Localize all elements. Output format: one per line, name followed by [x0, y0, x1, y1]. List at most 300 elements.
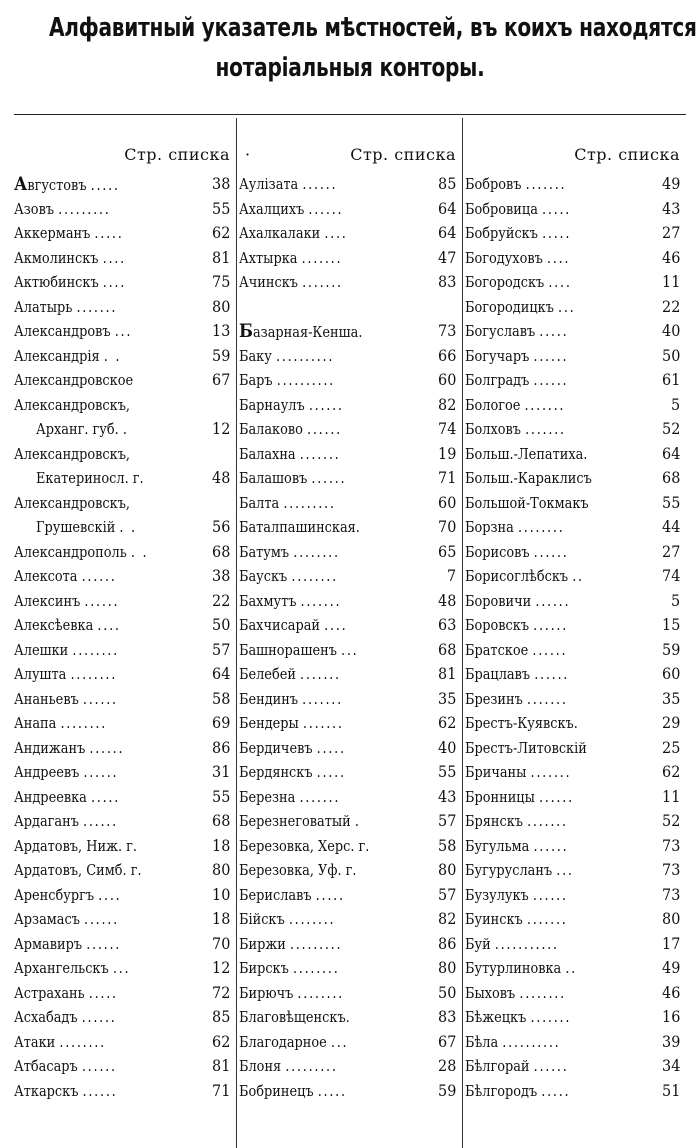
place-name-text: Бѣлгорай — [465, 1057, 530, 1075]
place-name — [14, 613, 121, 638]
index-entry — [239, 368, 462, 393]
index-entry — [239, 613, 462, 638]
index-entry — [239, 466, 462, 491]
place-name — [465, 515, 565, 540]
index-entry — [14, 956, 236, 981]
index-entry — [14, 197, 236, 222]
place-name — [465, 760, 571, 785]
column-header — [14, 138, 236, 172]
index-entry — [465, 956, 686, 981]
leader-dots: ... — [114, 322, 133, 340]
place-name-text: Блоня — [239, 1057, 282, 1075]
page-number: 55 — [211, 198, 230, 218]
leader-dots: .. — [572, 567, 584, 585]
leader-dots: ...... — [86, 934, 122, 953]
place-name-text: Батумъ — [239, 542, 290, 561]
index-entry — [465, 270, 686, 295]
leader-dots: ..... — [315, 885, 345, 904]
place-name-text: Екатериносл. г. — [36, 469, 144, 487]
place-name — [239, 197, 343, 222]
leader-dots: ....... — [301, 248, 343, 267]
page-number: 80 — [211, 860, 230, 879]
leader-dots: ....... — [300, 665, 341, 683]
place-name-text: Ардаганъ — [14, 812, 79, 830]
page-number: 74 — [661, 566, 680, 585]
index-entry — [14, 907, 236, 932]
place-name — [14, 491, 130, 516]
place-name — [239, 1054, 338, 1079]
page-number: 44 — [661, 517, 680, 536]
leader-dots: ...... — [308, 199, 344, 218]
index-entry — [239, 858, 462, 883]
leader-dots: ..... — [88, 983, 118, 1002]
index-entry — [465, 466, 686, 491]
leader-dots: . — [354, 812, 361, 830]
page-number: 82 — [437, 394, 456, 414]
place-name-text: Бѣлгородъ — [465, 1081, 538, 1100]
index-entry — [239, 907, 462, 932]
place-name — [14, 368, 133, 393]
index-entry — [465, 589, 686, 614]
place-name-text: Богодуховъ — [465, 248, 543, 267]
page-number: 43 — [661, 198, 680, 218]
index-entry — [239, 883, 462, 908]
index-entry — [465, 1079, 686, 1104]
leader-dots: ....... — [525, 420, 566, 438]
place-name — [239, 736, 346, 761]
page-number: 13 — [211, 321, 230, 340]
place-name — [239, 956, 340, 981]
place-name-text: Богородскъ — [465, 273, 545, 291]
page-number: 80 — [661, 909, 680, 928]
index-entry — [239, 1005, 462, 1030]
place-name — [465, 344, 568, 369]
place-name-text: Брестъ-Литовскій — [465, 738, 587, 757]
leader-dots: ..... — [90, 787, 121, 806]
leader-dots: ...... — [307, 420, 342, 438]
page-number: 63 — [437, 615, 456, 634]
leader-dots: ..... — [94, 224, 124, 242]
leader-dots: . . — [119, 518, 137, 536]
page-number: 70 — [211, 933, 230, 953]
leader-dots: ........ — [519, 983, 566, 1002]
index-entry — [465, 932, 686, 957]
leader-dots: ....... — [530, 1008, 572, 1026]
leader-dots: ....... — [299, 444, 341, 463]
page-number: 69 — [211, 713, 230, 732]
column-header-label: Стр. списка — [350, 145, 456, 164]
page-number: 55 — [661, 492, 680, 512]
index-entry — [465, 785, 686, 810]
place-name — [465, 368, 568, 393]
leader-dots: ......... — [285, 1057, 338, 1075]
page-number: 11 — [661, 786, 680, 806]
page-number: 64 — [211, 664, 230, 683]
page-number: 73 — [661, 860, 680, 879]
index-entry — [465, 662, 686, 687]
page-number: 80 — [211, 296, 230, 316]
column-header — [239, 138, 462, 172]
leader-dots: ....... — [526, 689, 568, 708]
page-number: 86 — [211, 737, 230, 757]
page-number: 55 — [211, 786, 230, 806]
place-name — [465, 907, 568, 932]
index-column-2 — [239, 138, 462, 1103]
page-number: 80 — [437, 860, 456, 879]
leader-dots: ....... — [525, 175, 567, 193]
place-name-text: Ахтырка — [239, 248, 298, 267]
place-name-text: Алушта — [14, 665, 67, 683]
page-number: 12 — [211, 958, 230, 977]
leader-dots: ...... — [533, 616, 569, 634]
place-name — [465, 1030, 560, 1055]
place-name — [14, 540, 148, 565]
leader-dots: ... — [558, 297, 576, 316]
place-name-text: Асхабадъ — [14, 1008, 78, 1026]
column-header-label: Стр. списка — [574, 145, 680, 164]
place-name-text: Андреевъ — [14, 763, 80, 781]
place-name-text: Архангельскъ — [14, 959, 109, 977]
place-name — [239, 809, 361, 834]
index-entry — [239, 393, 462, 418]
index-entry — [14, 442, 236, 467]
index-entry — [465, 417, 686, 442]
place-name-text: Буинскъ — [465, 910, 523, 928]
place-name — [14, 809, 118, 834]
place-name — [465, 466, 592, 491]
place-name — [239, 1079, 347, 1104]
page-number: 38 — [211, 566, 230, 585]
place-name-text: Ахалкалаки — [239, 224, 321, 242]
leader-dots: ........... — [494, 934, 559, 953]
page-number: 68 — [437, 639, 456, 659]
leader-dots: ...... — [83, 763, 119, 781]
index-entry — [465, 197, 686, 222]
page-number: 56 — [211, 517, 230, 536]
place-name-text: Алексинъ — [14, 591, 81, 610]
place-name — [465, 883, 568, 908]
place-name — [239, 1030, 348, 1055]
leader-dots: ...... — [533, 542, 569, 561]
place-name-text: Богородицкъ — [465, 297, 554, 316]
index-entry — [239, 270, 462, 295]
leader-dots: ....... — [302, 273, 343, 291]
leader-dots: ...... — [533, 836, 569, 855]
page-number: 67 — [437, 1031, 456, 1051]
place-name-text: Барнаулъ — [239, 395, 305, 414]
page-number: 35 — [661, 688, 680, 708]
page-number: 80 — [437, 958, 456, 977]
leader-dots: ..... — [539, 322, 569, 340]
leader-dots: ...... — [302, 175, 338, 193]
index-entry — [14, 711, 236, 736]
place-name — [14, 270, 126, 295]
index-entry — [465, 638, 686, 663]
place-name — [239, 246, 342, 271]
leader-dots: ... — [330, 1032, 349, 1051]
index-entry — [14, 319, 236, 344]
place-name-text: Азовъ — [14, 199, 55, 218]
page-number: 68 — [661, 468, 680, 487]
place-name-text: Балашовъ — [239, 469, 308, 487]
index-entry — [465, 883, 686, 908]
place-name-text: Больш.-Караклисъ — [465, 469, 592, 487]
column-header — [465, 138, 686, 172]
place-name-text: Борзна — [465, 518, 514, 536]
place-name-text: Алексѣевка — [14, 616, 94, 634]
index-entry — [465, 1030, 686, 1055]
place-name — [239, 540, 340, 565]
place-name-text: Александрія — [14, 346, 100, 365]
leader-dots: ....... — [76, 297, 118, 316]
place-name — [465, 197, 571, 222]
index-entry — [239, 662, 462, 687]
page-number: 16 — [661, 1007, 680, 1026]
index-entry — [14, 858, 236, 883]
page-number: 66 — [437, 345, 456, 365]
place-name — [239, 711, 344, 736]
place-name-text: Армавиръ — [14, 934, 83, 953]
place-name-text: Березовка, Уф. г. — [239, 861, 357, 879]
place-name — [14, 1005, 117, 1030]
page-number: 64 — [437, 223, 456, 242]
place-name-text: Бѣжецкъ — [465, 1008, 527, 1026]
place-name-text: Александровъ — [14, 322, 111, 340]
place-name — [239, 589, 341, 614]
place-name — [36, 466, 144, 491]
leader-dots: ...... — [533, 346, 569, 365]
page-number: 40 — [437, 737, 456, 757]
page-number: 50 — [661, 345, 680, 365]
leader-dots: .......... — [275, 346, 335, 365]
page-number: 47 — [437, 247, 456, 267]
place-name-text: Белебей — [239, 665, 296, 683]
page-number: 18 — [211, 909, 230, 928]
leader-dots: ... — [341, 640, 359, 659]
page-number: 40 — [661, 321, 680, 340]
place-name — [14, 393, 130, 418]
page-number: 39 — [661, 1031, 680, 1051]
place-name-text: Бирючъ — [239, 983, 294, 1002]
place-name-text: Бердянскъ — [239, 763, 313, 781]
index-entry — [465, 687, 686, 712]
place-name-text: Атаки — [14, 1032, 56, 1051]
leader-dots: ..... — [542, 224, 572, 242]
index-entry — [465, 393, 686, 418]
place-name — [239, 638, 358, 663]
index-entry — [239, 540, 462, 565]
leader-dots: ........ — [293, 542, 340, 561]
page-number: 71 — [437, 468, 456, 487]
leader-dots: ....... — [527, 812, 568, 830]
index-entry — [239, 344, 462, 369]
place-name — [465, 417, 566, 442]
place-name-text: Алексота — [14, 567, 78, 585]
place-name — [239, 662, 341, 687]
place-name-text: Арханг. губ. — [36, 420, 119, 438]
page-number: 61 — [661, 370, 680, 389]
index-column-1 — [14, 138, 236, 1103]
index-entry — [465, 1054, 686, 1079]
index-entry — [239, 319, 462, 344]
page-number: 62 — [437, 713, 456, 732]
leader-dots: ...... — [534, 665, 570, 683]
place-name — [239, 785, 340, 810]
page-number: 64 — [437, 198, 456, 218]
index-entry — [465, 319, 686, 344]
place-name-text: Бобринецъ — [239, 1081, 314, 1100]
place-name — [465, 736, 587, 761]
leader-dots: ...... — [311, 469, 347, 487]
leader-dots: ...... — [82, 1081, 118, 1100]
index-entry — [14, 589, 236, 614]
place-name — [14, 1030, 106, 1055]
place-name — [465, 613, 568, 638]
page-number: 86 — [437, 933, 456, 953]
place-name — [465, 981, 566, 1006]
page-number: 74 — [437, 419, 456, 438]
place-name — [465, 270, 572, 295]
leader-dots: ...... — [81, 1008, 117, 1026]
index-entry — [14, 491, 236, 516]
place-name-text: Александровское — [14, 371, 134, 389]
place-name — [239, 858, 357, 883]
leader-dots: ........ — [517, 518, 565, 536]
page-number: 38 — [211, 174, 230, 193]
index-entry — [14, 1054, 236, 1079]
leader-dots: ........ — [70, 665, 118, 683]
leader-dots: ...... — [532, 885, 568, 904]
place-name — [239, 172, 337, 197]
place-name-text: Богучаръ — [465, 346, 530, 365]
leader-dots: ...... — [533, 371, 569, 389]
place-name — [465, 540, 569, 565]
page-number: 65 — [437, 541, 456, 561]
page-number: 29 — [661, 713, 680, 732]
place-name-text: Больш.-Лепатиха. — [465, 444, 588, 463]
index-entry — [239, 589, 462, 614]
leader-dots: .. — [565, 959, 578, 977]
place-name — [14, 932, 121, 957]
place-name — [465, 687, 568, 712]
place-name-text: Бутурлиновка — [465, 959, 562, 977]
place-name-text: Бронницы — [465, 787, 535, 806]
leader-dots: ...... — [89, 738, 125, 757]
place-name — [14, 246, 126, 271]
place-name — [465, 809, 568, 834]
place-name-text: Боровичи — [465, 591, 532, 610]
place-name-text: Ачинскъ — [239, 273, 298, 291]
leader-dots: ...... — [84, 910, 119, 928]
page-number: 70 — [437, 517, 456, 536]
index-entry — [14, 834, 236, 859]
place-name — [14, 687, 118, 712]
page-number: 81 — [211, 247, 230, 267]
place-name — [14, 760, 118, 785]
leader-dots: ...... — [535, 591, 571, 610]
leader-dots: ........ — [72, 640, 119, 659]
page-number: 81 — [437, 664, 456, 683]
index-entry — [14, 662, 236, 687]
index-entry — [465, 221, 686, 246]
place-name-text: Бирскъ — [239, 959, 289, 977]
index-entry — [14, 221, 236, 246]
place-name-text: Благовѣщенскъ. — [239, 1008, 350, 1026]
page-number: 22 — [211, 590, 230, 610]
index-entry — [465, 1005, 686, 1030]
index-entry — [465, 858, 686, 883]
index-entry — [14, 246, 236, 271]
place-name-text: Аренсбургъ — [14, 885, 95, 904]
index-entry — [465, 736, 686, 761]
place-name-text: Богуславъ — [465, 322, 536, 340]
place-name-text: Ардатовъ, Симб. г. — [14, 861, 142, 879]
column-divider-1 — [236, 118, 237, 1148]
index-entry — [239, 417, 462, 442]
page-number: 73 — [661, 835, 680, 855]
leader-dots: ..... — [316, 763, 346, 781]
leader-dots: .... — [98, 885, 122, 904]
place-name-text: Акмолинскъ — [14, 248, 99, 267]
index-entry — [14, 540, 236, 565]
leader-dots: ........ — [297, 983, 345, 1002]
place-name-text: Борисоглѣбскъ — [465, 567, 569, 585]
place-name — [239, 883, 345, 908]
place-name — [14, 785, 120, 810]
place-name-text: Бендеры — [239, 714, 299, 732]
place-name — [36, 417, 129, 442]
place-name-text: Августовъ — [14, 173, 87, 195]
place-name — [239, 687, 343, 712]
place-name-text: Баталпашинская. — [239, 518, 360, 536]
place-name — [465, 589, 570, 614]
place-name — [465, 172, 566, 197]
index-entry — [239, 1079, 462, 1104]
page-number: 25 — [661, 737, 680, 757]
page-number: 5 — [670, 590, 680, 610]
page-number: 83 — [437, 272, 456, 291]
index-entry — [239, 638, 462, 663]
place-name — [14, 662, 117, 687]
place-name-text: Андреевка — [14, 787, 87, 806]
place-name-text: Бобровъ — [465, 175, 522, 193]
page-number: 73 — [437, 321, 456, 340]
page-number: 19 — [437, 443, 456, 463]
index-entry — [239, 956, 462, 981]
place-name-text: Актюбинскъ — [14, 273, 99, 291]
leader-dots: ......... — [289, 934, 343, 953]
index-entry — [465, 907, 686, 932]
place-name-text: Боровскъ — [465, 616, 530, 634]
place-name — [14, 564, 117, 589]
place-name — [14, 589, 119, 614]
place-name-text: Большой-Токмакъ — [465, 493, 589, 512]
page-number: 59 — [437, 1080, 456, 1100]
leader-dots: ........ — [292, 959, 340, 977]
place-name — [465, 295, 575, 320]
index-entry — [239, 736, 462, 761]
page-number: 57 — [437, 884, 456, 904]
page-number: 10 — [211, 884, 230, 904]
page-number: 59 — [661, 639, 680, 659]
page-number: 62 — [661, 762, 680, 781]
place-name-text: Балаково — [239, 420, 303, 438]
index-entry — [465, 540, 686, 565]
page-number: 49 — [661, 174, 680, 193]
index-entry — [14, 172, 236, 197]
place-name — [465, 662, 569, 687]
leader-dots: ...... — [308, 395, 344, 414]
